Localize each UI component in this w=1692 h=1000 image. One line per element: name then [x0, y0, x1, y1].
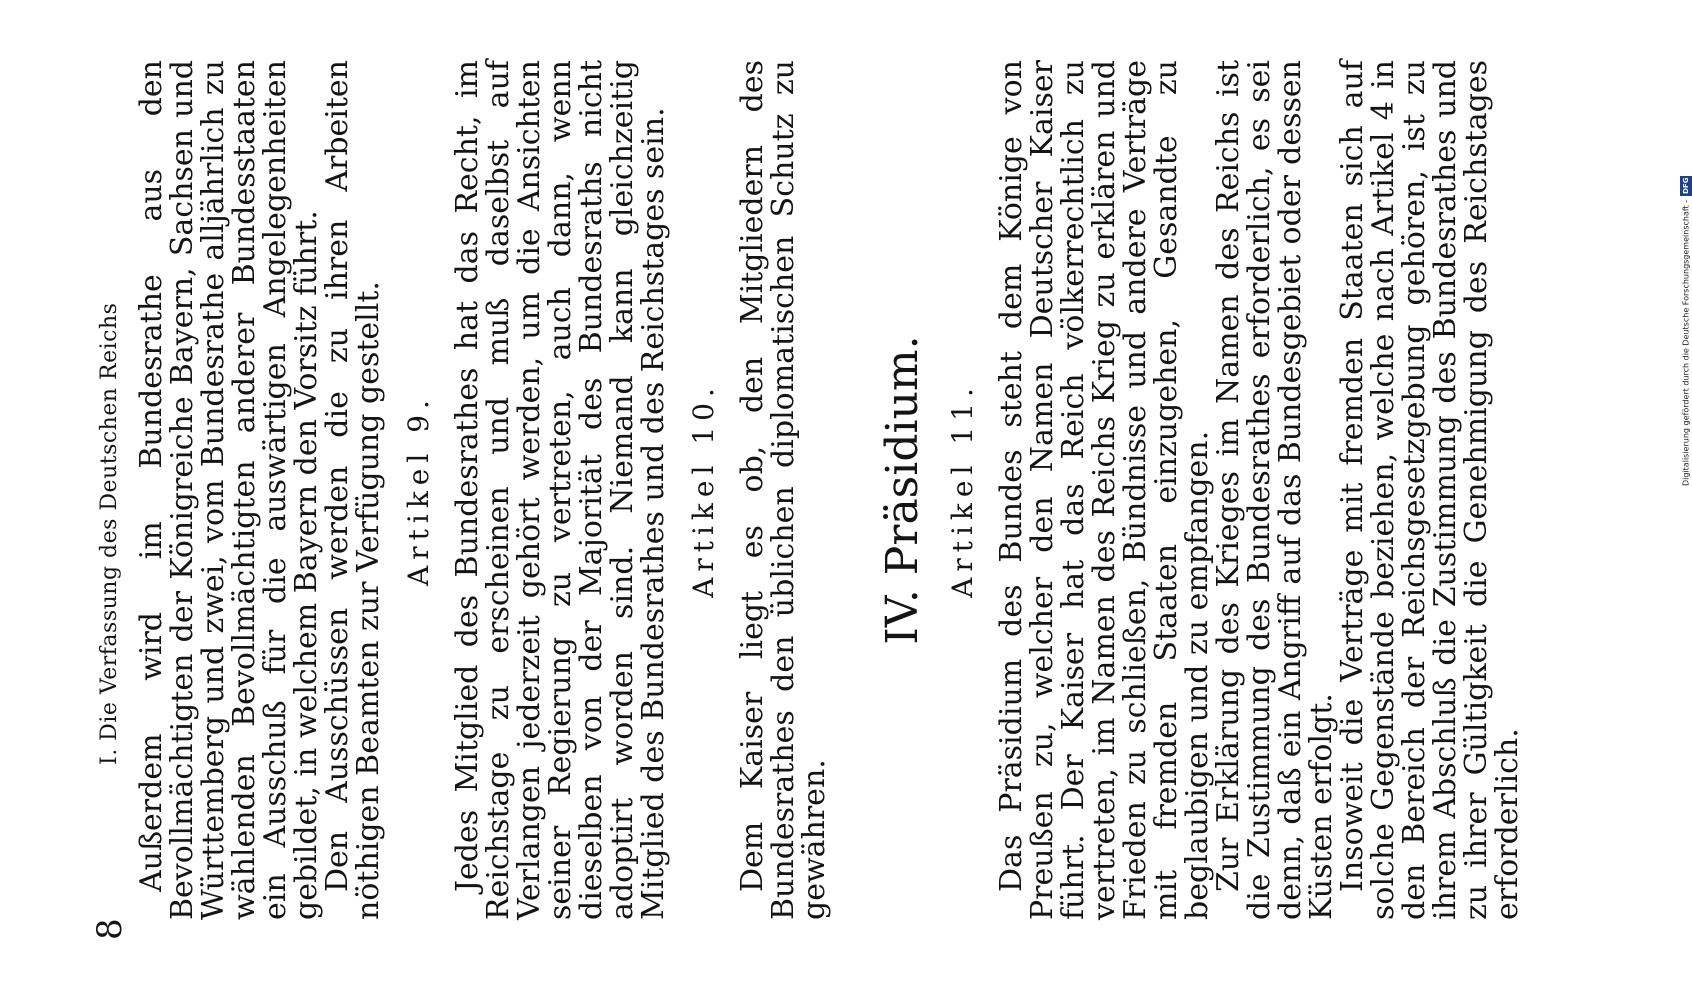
paragraph: Den Ausschüssen werden die zu ihren Arbeiten nöthigen Beamten zur Verfügung gestellt.	[320, 60, 386, 920]
rotated-page	[70, 60, 1660, 940]
paragraph: Insoweit die Verträge mit fremden Staaten sich auf solche Gegenstände beziehen, welche nach Artikel 4 in den Bereich der Reichsgesetzgebung gehören, ist zu ihrem Abschluß die Zustimmung des Bundesrathes und zu ihrer Gültigkeit die Genehmigung des Reichstages erforderlich.	[1335, 60, 1525, 920]
paragraph: Zur Erklärung des Krieges im Namen des Reichs ist die Zustimmung des Bundesrathes erforderlich, es sei denn, daß ein Angriff auf das Bundesgebiet oder dessen Küsten erfolgt.	[1211, 60, 1339, 920]
page-number: 8	[90, 918, 130, 940]
article-9-heading: Artikel 9.	[402, 394, 435, 586]
dfg-logo: DFG	[1682, 177, 1690, 194]
credit-text: Digitalisierung gefördert durch die Deutsche Forschungsgemeinschaft -	[1681, 199, 1691, 486]
running-head: I. Die Verfassung des Deutschen Reichs	[97, 302, 122, 765]
paragraph: Dem Kaiser liegt es ob, den Mitgliedern des Bundesrathes den üblichen diplomatischen Schutz zu gewähren.	[735, 60, 832, 920]
paragraph: Das Präsidium des Bundes steht dem Könige von Preußen zu, welcher den Namen Deutscher Kaiser führt. Der Kaiser hat das Reich völkerrechtlich zu vertreten, im Namen des Reichs Krieg zu erklären und Frieden zu schließen, Bündnisse und andere Verträge mit fremden Staaten einzugehen, Gesandte zu beglaubigen und zu empfangen.	[994, 60, 1215, 920]
digitization-credit	[1680, 176, 1692, 486]
article-10-heading: Artikel 10.	[687, 382, 720, 598]
body-text	[136, 60, 1523, 920]
section-heading: IV. Präsidium.	[877, 335, 928, 645]
paragraph: Jedes Mitglied des Bundesrathes hat das Recht, im Reichstage zu erscheinen und muß daselbst auf Verlangen jederzeit gehört werden, um die Ansichten seiner Regierung zu vertreten, auch dann, wenn dieselben von der Majorität des Bundesraths nicht adoptirt worden sind. Niemand kann gleichzeitig Mitglied des Bundesrathes und des Reichstages sein.	[450, 60, 671, 920]
article-11-heading: Artikel 11.	[946, 382, 979, 598]
paragraph: Außerdem wird im Bundesrathe aus den Bevollmächtigten der Königreiche Bayern, Sachsen und Württemberg und zwei, vom Bundesrathe alljährlich zu wählenden Bevollmächtigten anderer Bundesstaaten ein Ausschuß für die auswärtigen Angelegenheiten gebildet, in welchem Bayern den Vorsitz führt.	[134, 60, 324, 920]
